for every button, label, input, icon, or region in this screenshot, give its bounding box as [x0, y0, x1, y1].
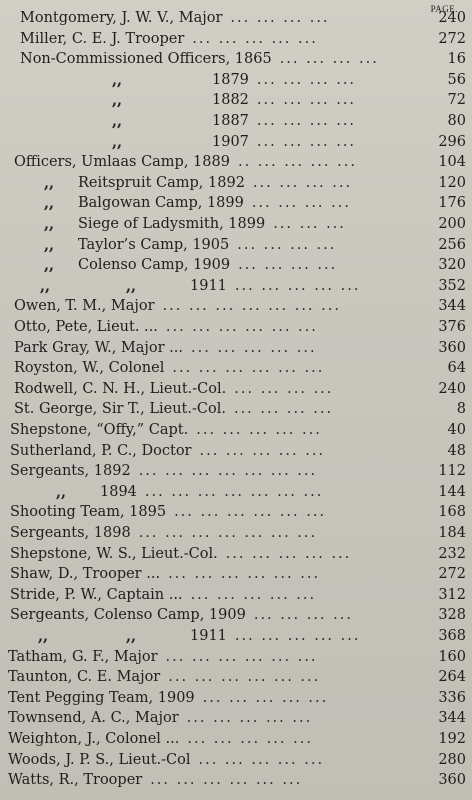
index-entry: [0, 296, 472, 317]
index-entry: [0, 605, 472, 626]
entry-label: 1887: [212, 113, 249, 129]
page-number: 200: [438, 216, 466, 232]
page-number: 360: [438, 772, 466, 788]
index-entry: [0, 90, 472, 111]
dot-leader: ... ... ... ... ...: [198, 752, 325, 768]
index-entry: [0, 317, 472, 338]
entry-label: 1911: [190, 628, 227, 644]
dot-leader: ... ... ... ...: [252, 175, 353, 191]
page-number: 120: [438, 175, 466, 191]
entry-label: Taylor’s Camp, 1905: [78, 237, 230, 253]
index-entry: [0, 626, 472, 647]
dot-leader: ... ... ... ... ... ... ...: [162, 298, 341, 314]
page-number: 72: [447, 92, 466, 108]
entry-label: Shepstone, “Offy,” Capt.: [10, 422, 189, 438]
index-entry: [0, 49, 472, 70]
ditto-mark: ,,: [44, 257, 55, 274]
dot-leader: ... ... ... ... ... ...: [150, 772, 303, 788]
page-number: 264: [438, 669, 466, 685]
dot-leader: ... ... ... ... ...: [234, 628, 361, 644]
entry-label: Tatham, G. F., Major: [8, 649, 158, 665]
page-number: 168: [438, 504, 466, 520]
dot-leader: ... ... ... ... ...: [234, 278, 361, 294]
page-number: 312: [438, 587, 466, 603]
entry-label: Woods, J. P. S., Lieut.-Col: [8, 752, 191, 768]
page-number: 184: [438, 525, 466, 541]
page-number: 192: [438, 731, 466, 747]
ditto-mark: ,,: [126, 278, 137, 295]
ditto-mark: ,,: [40, 278, 51, 295]
entry-label: Otto, Pete, Lieut. ...: [14, 319, 158, 335]
index-entry: [0, 276, 472, 297]
dot-leader: ... ... ... ... ... ... ...: [138, 463, 318, 479]
index-entry: [0, 461, 472, 482]
page-number: 16: [447, 51, 466, 67]
dot-leader: ... ... ... ...: [253, 607, 353, 623]
dot-leader: ... ... ... ... ... ...: [165, 649, 318, 665]
entry-label: 1907: [212, 134, 249, 150]
entry-label: Balgowan Camp, 1899: [78, 195, 244, 211]
page-number: 360: [438, 340, 466, 356]
index-entry: [0, 214, 472, 235]
entry-label: Sergeants, Colenso Camp, 1909: [10, 607, 246, 623]
entry-label: Townsend, A. C., Major: [8, 710, 179, 726]
ditto-mark: ,,: [44, 216, 55, 233]
page-number: 240: [438, 10, 466, 26]
page-number: 232: [438, 546, 466, 562]
entry-label: Miller, C. E. J. Trooper: [20, 31, 185, 47]
page-number: 64: [447, 360, 466, 376]
ditto-mark: ,,: [44, 237, 55, 254]
index-entry: [0, 132, 472, 153]
index-entry: [0, 152, 472, 173]
index-entry: [0, 729, 472, 750]
page-number: 376: [438, 319, 466, 335]
page-number: 176: [438, 195, 466, 211]
ditto-mark: ,,: [112, 92, 123, 109]
page-number: 352: [438, 278, 466, 294]
entry-label: Royston, W., Colonel: [14, 360, 165, 376]
index-entry: [0, 420, 472, 441]
entry-label: Shooting Team, 1895: [10, 504, 167, 520]
ditto-mark: ,,: [44, 195, 55, 212]
entry-label: Tent Pegging Team, 1909: [8, 690, 195, 706]
page-number: 240: [438, 381, 466, 397]
index-entry: [0, 647, 472, 668]
dot-leader: ... ... ... ...: [256, 72, 357, 88]
index-entry: [0, 111, 472, 132]
dot-leader: ... ... ... ... ...: [225, 546, 352, 562]
index-entry: [0, 667, 472, 688]
page-number: 320: [438, 257, 466, 273]
dot-leader: ... ... ... ... ... ... ...: [144, 484, 324, 500]
dot-leader: ... ... ... ... ...: [196, 422, 322, 438]
ditto-mark: ,,: [112, 72, 123, 89]
dot-leader: ... ... ... ...: [230, 10, 330, 26]
ditto-mark: ,,: [56, 484, 67, 501]
index-entry: [0, 358, 472, 379]
dot-leader: ... ... ... ... ...: [187, 731, 313, 747]
dot-leader: ... ... ... ... ... ...: [172, 360, 325, 376]
dot-leader: ... ... ... ...: [251, 195, 351, 211]
page-number: 256: [438, 237, 466, 253]
index-entry: [0, 750, 472, 771]
entry-label: Sergeants, 1892: [10, 463, 131, 479]
dot-leader: ... ... ... ... ... ...: [168, 566, 321, 582]
entry-label: Park Gray, W., Major ...: [14, 340, 184, 356]
page-number: 160: [438, 649, 466, 665]
dot-leader: ... ... ... ...: [233, 401, 334, 417]
page-number: 48: [447, 443, 466, 459]
dot-leader: ... ... ... ... ... ... ...: [138, 525, 318, 541]
entry-label: Non-Commissioned Officers, 1865: [20, 51, 272, 67]
entry-label: Siege of Ladysmith, 1899: [78, 216, 266, 232]
index-entry: [0, 688, 472, 709]
dot-leader: ... ... ... ... ...: [192, 31, 318, 47]
page-number: 80: [447, 113, 466, 129]
index-entry: [0, 585, 472, 606]
ditto-mark: ,,: [112, 134, 123, 151]
entry-label: 1894: [100, 484, 137, 500]
ditto-mark: ,,: [38, 628, 49, 645]
entry-label: Rodwell, C. N. H., Lieut.-Col.: [14, 381, 227, 397]
dot-leader: ... ... ... ...: [256, 113, 357, 129]
page-number: 344: [438, 298, 466, 314]
index-entry: [0, 235, 472, 256]
dot-leader: .. ... ... ... ...: [237, 154, 357, 170]
index-entry: [0, 544, 472, 565]
index-entry: [0, 502, 472, 523]
index-entry: [0, 770, 472, 791]
dot-leader: ... ... ... ...: [238, 257, 338, 273]
page-number: 296: [438, 134, 466, 150]
entry-label: Officers, Umlaas Camp, 1889: [14, 154, 230, 170]
page-number: 336: [438, 690, 466, 706]
ditto-mark: ,,: [44, 175, 55, 192]
index-entry: [0, 441, 472, 462]
entry-label: Shepstone, W. S., Lieut.-Col.: [10, 546, 218, 562]
page-number: 272: [438, 566, 466, 582]
page-number: 40: [447, 422, 466, 438]
dot-leader: ... ... ...: [273, 216, 346, 232]
index-entry: [0, 173, 472, 194]
page-number: 144: [438, 484, 466, 500]
entry-label: Owen, T. M., Major: [14, 298, 155, 314]
page-number: 56: [447, 72, 466, 88]
page-number: 368: [438, 628, 466, 644]
dot-leader: ... ... ... ...: [279, 51, 379, 67]
ditto-mark: ,,: [126, 628, 137, 645]
dot-leader: ... ... ... ...: [256, 92, 357, 108]
entry-label: 1911: [190, 278, 227, 294]
dot-leader: ... ... ... ...: [237, 237, 337, 253]
entry-label: Shaw, D., Trooper ...: [10, 566, 161, 582]
index-entry: [0, 523, 472, 544]
entry-label: Taunton, C. E. Major: [8, 669, 161, 685]
entry-label: Sutherland, P. C., Doctor: [10, 443, 192, 459]
dot-leader: ... ... ... ...: [234, 381, 334, 397]
index-entry: [0, 70, 472, 91]
index-entry: [0, 338, 472, 359]
dot-leader: ... ... ... ...: [256, 134, 357, 150]
index-entry: [0, 8, 472, 29]
index-entry: [0, 29, 472, 50]
index-entry: [0, 708, 472, 729]
index-entry: [0, 564, 472, 585]
index-entry: [0, 399, 472, 420]
dot-leader: ... ... ... ... ...: [191, 340, 317, 356]
entry-label: Reitspruit Camp, 1892: [78, 175, 245, 191]
entry-label: Stride, P. W., Captain ...: [10, 587, 183, 603]
dot-leader: ... ... ... ... ...: [202, 690, 329, 706]
entry-label: Colenso Camp, 1909: [78, 257, 231, 273]
entry-label: Watts, R., Trooper: [8, 772, 143, 788]
page-column-header: PAGE.: [430, 4, 458, 14]
entry-label: 1882: [212, 92, 249, 108]
dot-leader: ... ... ... ... ...: [199, 443, 326, 459]
page-number: 8: [456, 401, 466, 417]
entry-label: Sergeants, 1898: [10, 525, 131, 541]
dot-leader: ... ... ... ... ...: [186, 710, 313, 726]
index-entry: [0, 193, 472, 214]
entry-label: 1879: [212, 72, 249, 88]
index-entry: [0, 255, 472, 276]
page-number: 112: [438, 463, 466, 479]
page-number: 280: [438, 752, 466, 768]
entry-label: Weighton, J., Colonel ...: [8, 731, 180, 747]
dot-leader: ... ... ... ... ... ...: [168, 669, 321, 685]
index-entry: [0, 482, 472, 503]
dot-leader: ... ... ... ... ... ...: [174, 504, 327, 520]
dot-leader: ... ... ... ... ... ...: [165, 319, 318, 335]
page-number: 272: [438, 31, 466, 47]
page-number: 328: [438, 607, 466, 623]
entry-label: Montgomery, J. W. V., Major: [20, 10, 223, 26]
page-number: 104: [438, 154, 466, 170]
index-entry: [0, 379, 472, 400]
page-number: 344: [438, 710, 466, 726]
dot-leader: ... ... ... ... ...: [190, 587, 317, 603]
ditto-mark: ,,: [112, 113, 123, 130]
entry-label: St. George, Sir T., Lieut.-Col.: [14, 401, 226, 417]
